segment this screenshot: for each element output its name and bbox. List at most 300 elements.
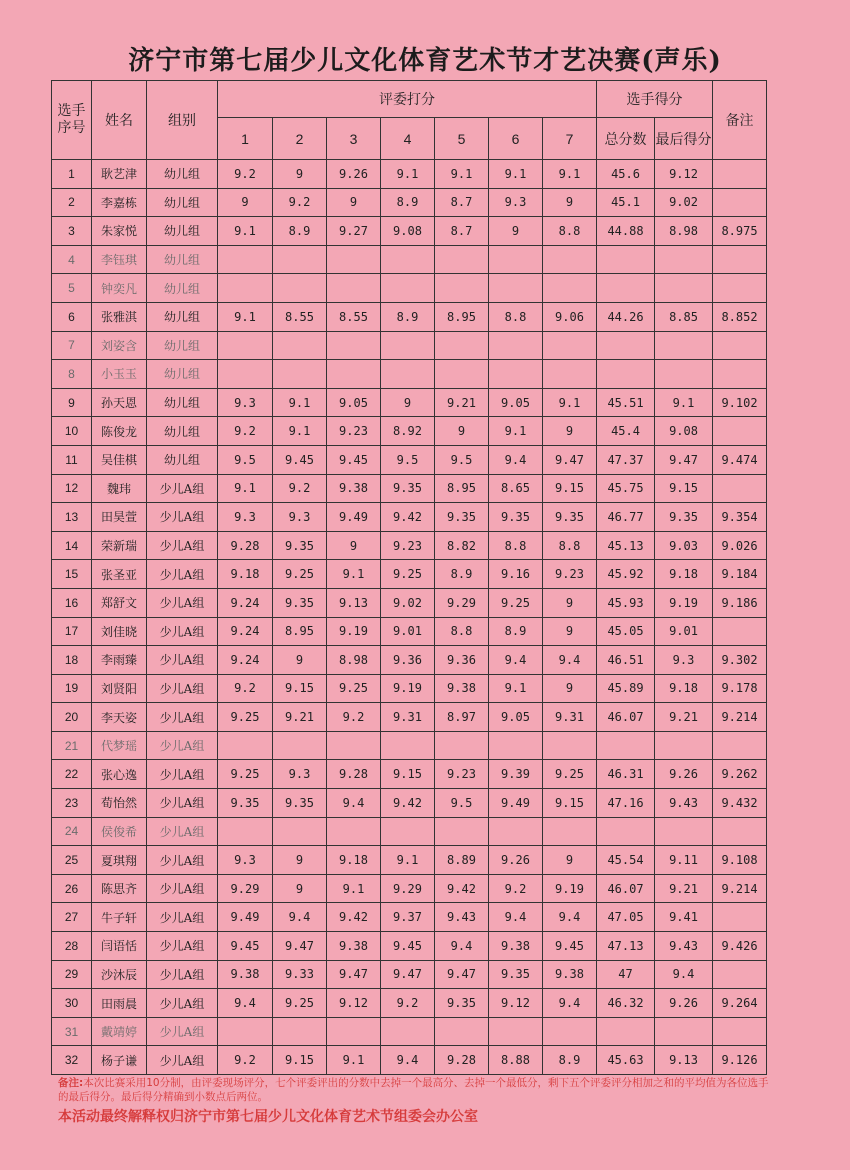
judge-score: 9.25 (273, 989, 327, 1018)
judge-score: 9.49 (218, 903, 273, 932)
total-score: 47.37 (597, 445, 655, 474)
contestant-group: 少儿A组 (147, 874, 218, 903)
judge-score (381, 274, 435, 303)
judge-score: 8.55 (327, 302, 381, 331)
judge-score: 9.3 (273, 503, 327, 532)
judge-score (435, 245, 489, 274)
judge-score (543, 817, 597, 846)
judge-score: 9.1 (218, 474, 273, 503)
table-row (52, 302, 767, 331)
footer-statement: 本活动最终解释权归济宁市第七届少儿文化体育艺术节组委会办公室 (58, 1109, 478, 1125)
final-score (655, 360, 713, 389)
judge-score: 9.1 (381, 846, 435, 875)
total-score: 45.89 (597, 674, 655, 703)
final-score: 9.19 (655, 588, 713, 617)
total-score: 47 (597, 960, 655, 989)
remark-value: 9.302 (713, 646, 767, 675)
judge-score: 9.05 (489, 388, 543, 417)
row-number: 20 (52, 703, 92, 732)
judge-score: 9.4 (543, 903, 597, 932)
judge-score (381, 360, 435, 389)
judge-score (327, 1017, 381, 1046)
header-judge-col: 6 (489, 118, 543, 160)
total-score: 45.6 (597, 160, 655, 189)
contestant-group: 少儿A组 (147, 903, 218, 932)
header-name: 姓名 (92, 81, 147, 160)
judge-score: 9.19 (327, 617, 381, 646)
judge-score: 9 (273, 874, 327, 903)
remark-value: 9.262 (713, 760, 767, 789)
judge-score: 9.47 (435, 960, 489, 989)
judge-score: 9 (543, 588, 597, 617)
total-score: 46.31 (597, 760, 655, 789)
table-row (52, 1046, 767, 1075)
judge-score (489, 731, 543, 760)
final-score (655, 274, 713, 303)
contestant-group: 少儿A组 (147, 960, 218, 989)
judge-score (327, 731, 381, 760)
judge-score: 9.26 (327, 160, 381, 189)
judge-score: 9.4 (489, 646, 543, 675)
final-score: 9.08 (655, 417, 713, 446)
judge-score: 9.47 (273, 932, 327, 961)
judge-score: 9.16 (489, 560, 543, 589)
score-table (51, 80, 767, 1075)
final-score (655, 245, 713, 274)
total-score: 45.92 (597, 560, 655, 589)
judge-score: 9.38 (489, 932, 543, 961)
judge-score (218, 360, 273, 389)
contestant-name: 郑舒文 (92, 588, 147, 617)
total-score (597, 274, 655, 303)
judge-score: 9.15 (273, 674, 327, 703)
header-score: 选手得分 (597, 81, 713, 118)
judge-score (327, 817, 381, 846)
judge-score (489, 331, 543, 360)
judge-score: 9.38 (543, 960, 597, 989)
remark-value: 9.432 (713, 789, 767, 818)
contestant-name: 陈思齐 (92, 874, 147, 903)
judge-score: 9 (543, 674, 597, 703)
judge-score: 9.02 (381, 588, 435, 617)
final-score: 9.43 (655, 932, 713, 961)
remark-value: 9.186 (713, 588, 767, 617)
final-score (655, 331, 713, 360)
judge-score (435, 331, 489, 360)
judge-score (435, 360, 489, 389)
judge-score: 8.7 (435, 217, 489, 246)
total-score: 44.88 (597, 217, 655, 246)
table-row (52, 445, 767, 474)
judge-score: 9.1 (218, 302, 273, 331)
judge-score: 9.25 (543, 760, 597, 789)
table-row (52, 731, 767, 760)
judge-score: 9 (273, 160, 327, 189)
judge-score: 9.47 (543, 445, 597, 474)
judge-score (381, 1017, 435, 1046)
contestant-group: 少儿A组 (147, 560, 218, 589)
final-score: 9.26 (655, 760, 713, 789)
contestant-group: 幼儿组 (147, 360, 218, 389)
header-judge-col: 7 (543, 118, 597, 160)
remark-value: 9.264 (713, 989, 767, 1018)
judge-score: 9.4 (543, 646, 597, 675)
judge-score: 9.27 (327, 217, 381, 246)
judge-score: 9.2 (489, 874, 543, 903)
contestant-name: 代梦瑶 (92, 731, 147, 760)
judge-score (543, 360, 597, 389)
contestant-name: 小玉玉 (92, 360, 147, 389)
total-score (597, 245, 655, 274)
judge-score (273, 817, 327, 846)
row-number: 2 (52, 188, 92, 217)
remark-value: 9.214 (713, 874, 767, 903)
judge-score: 9.4 (489, 903, 543, 932)
table-row (52, 217, 767, 246)
judge-score: 9 (543, 417, 597, 446)
total-score (597, 731, 655, 760)
table-row (52, 188, 767, 217)
row-number: 5 (52, 274, 92, 303)
table-row (52, 789, 767, 818)
judge-score (381, 245, 435, 274)
judge-score: 9.19 (543, 874, 597, 903)
judge-score: 9.26 (489, 846, 543, 875)
total-score: 45.93 (597, 588, 655, 617)
row-number: 22 (52, 760, 92, 789)
table-row (52, 674, 767, 703)
total-score: 46.51 (597, 646, 655, 675)
remark-value (713, 1017, 767, 1046)
row-number: 21 (52, 731, 92, 760)
total-score: 45.13 (597, 531, 655, 560)
judge-score (435, 731, 489, 760)
judge-score: 8.55 (273, 302, 327, 331)
table-row (52, 588, 767, 617)
judge-score: 9.5 (381, 445, 435, 474)
judge-score: 9.31 (381, 703, 435, 732)
judge-score: 9.1 (489, 160, 543, 189)
table-row (52, 703, 767, 732)
remark-value (713, 731, 767, 760)
judge-score: 9.21 (273, 703, 327, 732)
contestant-group: 少儿A组 (147, 932, 218, 961)
judge-score: 9.45 (273, 445, 327, 474)
judge-score: 9.45 (218, 932, 273, 961)
total-score: 45.05 (597, 617, 655, 646)
judge-score: 9.1 (489, 674, 543, 703)
judge-score: 9 (435, 417, 489, 446)
contestant-name: 杨子谦 (92, 1046, 147, 1075)
judge-score: 9.3 (489, 188, 543, 217)
header-judge-col: 3 (327, 118, 381, 160)
remark-value (713, 817, 767, 846)
judge-score (543, 731, 597, 760)
contestant-group: 少儿A组 (147, 617, 218, 646)
final-score: 9.12 (655, 160, 713, 189)
final-score: 9.15 (655, 474, 713, 503)
judge-score: 9.35 (381, 474, 435, 503)
total-score: 46.77 (597, 503, 655, 532)
contestant-name: 刘佳晓 (92, 617, 147, 646)
judge-score (489, 274, 543, 303)
judge-score: 9.1 (273, 417, 327, 446)
total-score: 44.26 (597, 302, 655, 331)
final-score (655, 817, 713, 846)
remark-value: 9.026 (713, 531, 767, 560)
judge-score: 9.05 (327, 388, 381, 417)
judge-score (435, 274, 489, 303)
judge-score (489, 817, 543, 846)
header-remark: 备注 (713, 81, 767, 160)
contestant-group: 幼儿组 (147, 274, 218, 303)
judge-score: 9.4 (327, 789, 381, 818)
table-row (52, 903, 767, 932)
judge-score: 9 (543, 846, 597, 875)
row-number: 12 (52, 474, 92, 503)
row-number: 16 (52, 588, 92, 617)
judge-score: 9.5 (435, 789, 489, 818)
judge-score (543, 245, 597, 274)
judge-score: 8.8 (435, 617, 489, 646)
judge-score (218, 245, 273, 274)
row-number: 31 (52, 1017, 92, 1046)
judge-score: 9.2 (218, 674, 273, 703)
contestant-group: 幼儿组 (147, 445, 218, 474)
judge-score: 9 (381, 388, 435, 417)
judge-score: 9.23 (435, 760, 489, 789)
table-row (52, 160, 767, 189)
contestant-name: 田雨晨 (92, 989, 147, 1018)
remark-value (713, 903, 767, 932)
contestant-name: 荣新瑞 (92, 531, 147, 560)
judge-score: 8.89 (435, 846, 489, 875)
judge-score: 9 (273, 646, 327, 675)
judge-score: 9.29 (218, 874, 273, 903)
page-title: 济宁市第七届少儿文化体育艺术节才艺决赛(声乐) (128, 46, 722, 76)
table-row (52, 531, 767, 560)
judge-score: 8.9 (273, 217, 327, 246)
judge-score: 9.19 (381, 674, 435, 703)
judge-score: 9.35 (273, 789, 327, 818)
judge-score: 9.23 (327, 417, 381, 446)
contestant-name: 李天姿 (92, 703, 147, 732)
row-number: 23 (52, 789, 92, 818)
judge-score: 9.38 (327, 932, 381, 961)
contestant-name: 吴佳棋 (92, 445, 147, 474)
final-score: 9.21 (655, 703, 713, 732)
final-score: 8.98 (655, 217, 713, 246)
final-score: 9.18 (655, 674, 713, 703)
remark-value (713, 188, 767, 217)
judge-score: 9.35 (435, 989, 489, 1018)
contestant-name: 朱家悦 (92, 217, 147, 246)
row-number: 26 (52, 874, 92, 903)
contestant-group: 幼儿组 (147, 388, 218, 417)
contestant-name: 荀怡然 (92, 789, 147, 818)
judge-score: 9.28 (435, 1046, 489, 1075)
judge-score: 9.1 (327, 560, 381, 589)
remark-value (713, 617, 767, 646)
judge-score (435, 817, 489, 846)
judge-score: 8.98 (327, 646, 381, 675)
judge-score: 9.15 (543, 474, 597, 503)
judge-score: 9.38 (218, 960, 273, 989)
remark-value: 9.474 (713, 445, 767, 474)
judge-score: 9.35 (435, 503, 489, 532)
judge-score (273, 731, 327, 760)
contestant-name: 李钰琪 (92, 245, 147, 274)
table-row (52, 474, 767, 503)
remark-value: 9.184 (713, 560, 767, 589)
header-judge-col: 1 (218, 118, 273, 160)
final-score: 9.01 (655, 617, 713, 646)
row-number: 14 (52, 531, 92, 560)
row-number: 27 (52, 903, 92, 932)
row-number: 7 (52, 331, 92, 360)
judge-score: 9.13 (327, 588, 381, 617)
judge-score: 9.18 (327, 846, 381, 875)
judge-score (327, 274, 381, 303)
contestant-name: 张雅淇 (92, 302, 147, 331)
judge-score: 8.9 (435, 560, 489, 589)
score-table-body (52, 160, 767, 1075)
judge-score: 9.2 (381, 989, 435, 1018)
judge-score (273, 360, 327, 389)
judge-score: 9 (489, 217, 543, 246)
judge-score (489, 360, 543, 389)
judge-score: 9.35 (218, 789, 273, 818)
judge-score: 9.2 (218, 417, 273, 446)
judge-score (327, 331, 381, 360)
judge-score: 8.97 (435, 703, 489, 732)
judge-score: 9.28 (218, 531, 273, 560)
row-number: 29 (52, 960, 92, 989)
judge-score: 9.36 (381, 646, 435, 675)
total-score: 45.63 (597, 1046, 655, 1075)
judge-score: 8.7 (435, 188, 489, 217)
total-score (597, 817, 655, 846)
judge-score: 9.35 (273, 588, 327, 617)
contestant-name: 牛子轩 (92, 903, 147, 932)
judge-score: 9.15 (381, 760, 435, 789)
final-score (655, 731, 713, 760)
total-score (597, 331, 655, 360)
row-number: 15 (52, 560, 92, 589)
judge-score (218, 817, 273, 846)
judge-score (218, 331, 273, 360)
judge-score (273, 274, 327, 303)
remark-value (713, 274, 767, 303)
remark-value: 8.852 (713, 302, 767, 331)
contestant-name: 孙天恩 (92, 388, 147, 417)
judge-score: 9.18 (218, 560, 273, 589)
judge-score: 9.1 (327, 1046, 381, 1075)
judge-score: 9.25 (218, 703, 273, 732)
contestant-group: 少儿A组 (147, 588, 218, 617)
row-number: 9 (52, 388, 92, 417)
judge-score (381, 331, 435, 360)
contestant-name: 李嘉栋 (92, 188, 147, 217)
contestant-name: 李雨臻 (92, 646, 147, 675)
remark-value (713, 417, 767, 446)
judge-score: 9 (273, 846, 327, 875)
total-score: 47.13 (597, 932, 655, 961)
note (58, 1076, 778, 1104)
contestant-name: 张心逸 (92, 760, 147, 789)
judge-score: 8.95 (273, 617, 327, 646)
header-judges: 评委打分 (218, 81, 597, 118)
judge-score: 9.15 (273, 1046, 327, 1075)
remark-value (713, 160, 767, 189)
judge-score: 9 (327, 531, 381, 560)
contestant-group: 幼儿组 (147, 302, 218, 331)
judge-score: 9.43 (435, 903, 489, 932)
judge-score: 9.42 (381, 503, 435, 532)
judge-score: 9.21 (435, 388, 489, 417)
contestant-group: 少儿A组 (147, 817, 218, 846)
judge-score: 9.23 (381, 531, 435, 560)
judge-score: 9.3 (218, 388, 273, 417)
judge-score: 9.2 (218, 160, 273, 189)
judge-score: 9.31 (543, 703, 597, 732)
judge-score (273, 1017, 327, 1046)
remark-value (713, 474, 767, 503)
remark-value: 9.126 (713, 1046, 767, 1075)
judge-score: 9.42 (435, 874, 489, 903)
remark-value (713, 360, 767, 389)
judge-score (327, 245, 381, 274)
table-row (52, 245, 767, 274)
total-score (597, 360, 655, 389)
remark-value: 9.354 (713, 503, 767, 532)
table-row (52, 503, 767, 532)
judge-score: 9.23 (543, 560, 597, 589)
total-score: 45.75 (597, 474, 655, 503)
judge-score: 9.35 (489, 960, 543, 989)
total-score: 47.16 (597, 789, 655, 818)
judge-score (543, 1017, 597, 1046)
table-row (52, 417, 767, 446)
table-row (52, 874, 767, 903)
judge-score (381, 731, 435, 760)
judge-score (489, 1017, 543, 1046)
table-row (52, 274, 767, 303)
table-row (52, 760, 767, 789)
row-number: 32 (52, 1046, 92, 1075)
table-row (52, 360, 767, 389)
judge-score: 9.4 (543, 989, 597, 1018)
table-row (52, 1017, 767, 1046)
remark-value: 9.178 (713, 674, 767, 703)
judge-score: 9.33 (273, 960, 327, 989)
judge-score (273, 245, 327, 274)
contestant-group: 少儿A组 (147, 703, 218, 732)
judge-score: 9.25 (218, 760, 273, 789)
judge-score: 9.47 (327, 960, 381, 989)
judge-score: 9.1 (435, 160, 489, 189)
judge-score: 9.06 (543, 302, 597, 331)
judge-score: 9.24 (218, 617, 273, 646)
contestant-name: 戴靖婷 (92, 1017, 147, 1046)
judge-score: 8.8 (489, 531, 543, 560)
judge-score (218, 1017, 273, 1046)
judge-score: 8.9 (381, 188, 435, 217)
contestant-name: 刘贤阳 (92, 674, 147, 703)
judge-score: 9.25 (273, 560, 327, 589)
contestant-name: 魏玮 (92, 474, 147, 503)
remark-value (713, 960, 767, 989)
